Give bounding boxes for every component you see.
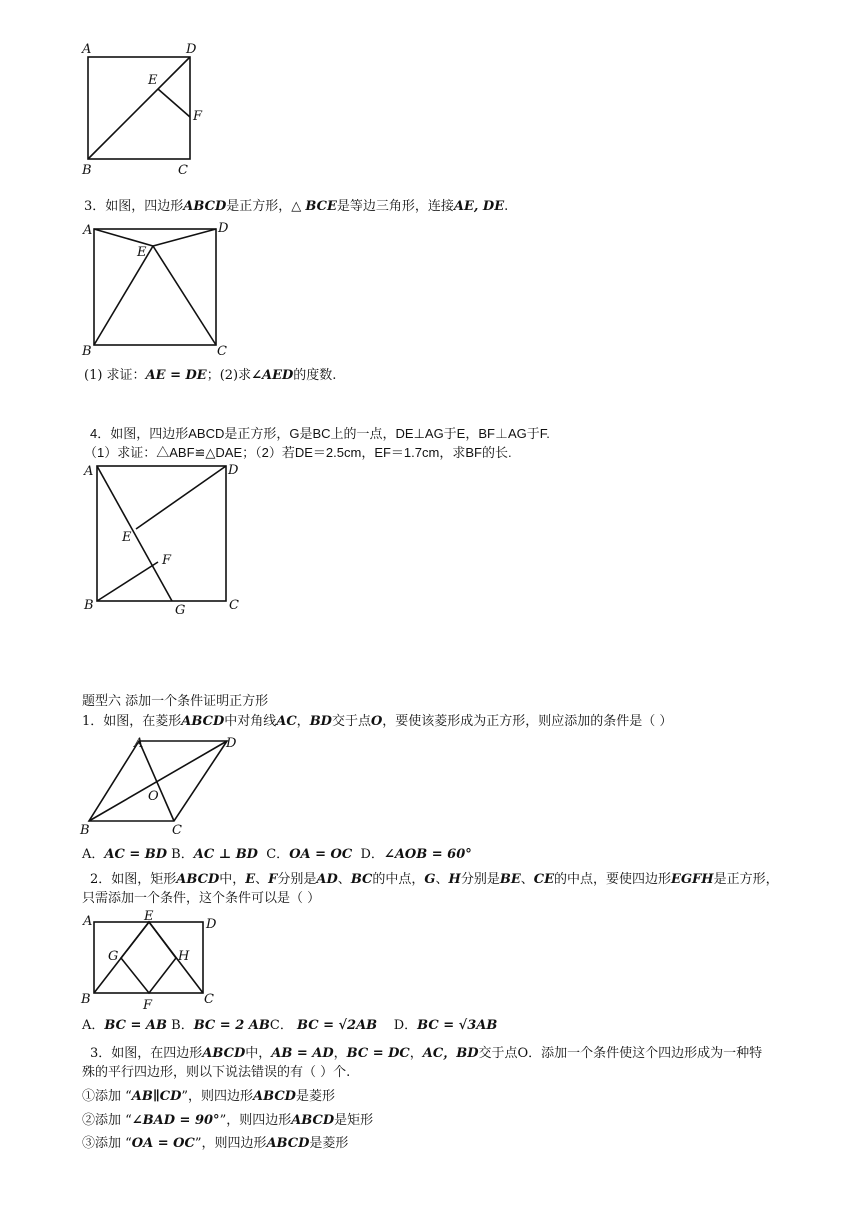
label-D: D xyxy=(228,463,239,478)
q3-stem: 3．如图，四边形ABCD是正方形，△ BCE是等边三角形，连接AE, DE. xyxy=(84,199,509,214)
s6-q3-item1: ①添加 “AB∥CD”，则四边形ABCD是菱形 xyxy=(82,1089,335,1104)
s6-q3-stem-line2: 殊的平行四边形，则以下说法错误的有（ ）个. xyxy=(82,1065,351,1080)
label-G: G xyxy=(108,949,119,964)
label-A: A xyxy=(83,914,93,929)
label-A: A xyxy=(134,736,144,751)
label-D: D xyxy=(218,221,229,236)
s6-q2-stem-line2: 只需添加一个条件，这个条件可以是（ ） xyxy=(82,891,321,906)
label-C: C xyxy=(229,598,239,613)
label-E: E xyxy=(122,530,132,545)
s6-q3-item3: ③添加 “OA = OC”，则四边形ABCD是菱形 xyxy=(82,1136,349,1151)
label-C: C xyxy=(172,823,182,838)
label-A: A xyxy=(84,464,94,479)
label-C: C xyxy=(178,163,188,178)
label-F: F xyxy=(162,553,172,568)
label-E: E xyxy=(137,245,147,260)
label-B: B xyxy=(84,598,94,613)
label-F: F xyxy=(143,998,153,1013)
s6-q1-stem: 1．如图，在菱形ABCD中对角线AC，BD交于点O，要使该菱形成为正方形，则应添加的条件是（ ） xyxy=(82,714,673,729)
s6-q2-options: A．BC = AB B．BC = 2 ABC． BC = √2AB D．BC = √3AB xyxy=(82,1018,498,1033)
label-G: G xyxy=(175,603,186,618)
label-A: A xyxy=(83,223,93,238)
label-B: B xyxy=(82,344,92,359)
s6-q2-stem-line1: 2．如图，矩形ABCD中，E、F分别是AD、BC的中点，G、H分别是BE、CE的中点，要使四边形EGFH是正方形， xyxy=(90,872,779,887)
label-H: H xyxy=(178,949,190,964)
label-B: B xyxy=(80,823,90,838)
label-A: A xyxy=(82,42,92,57)
label-B: B xyxy=(81,992,91,1007)
label-E: E xyxy=(144,909,154,924)
section-title: 题型六 添加一个条件证明正方形 xyxy=(82,694,269,709)
label-E: E xyxy=(148,73,158,88)
label-D: D xyxy=(206,917,217,932)
figure-segment xyxy=(121,922,176,993)
s6-q3-stem-line1: 3．如图，在四边形ABCD中，AB = AD，BC = DC，AC，BD交于点O．添加一个条件使这个四边形成为一种特 xyxy=(90,1046,763,1061)
q4-stem-line2: （1）求证：△ABF≌△DAE；（2）若DE＝2.5cm，EF＝1.7cm，求BF的长. xyxy=(84,445,512,460)
label-F: F xyxy=(193,109,203,124)
label-B: B xyxy=(82,163,92,178)
s6-q3-item2: ②添加 “∠BAD = 90°”，则四边形ABCD是矩形 xyxy=(82,1113,374,1128)
label-D: D xyxy=(226,736,237,751)
label-O: O xyxy=(148,789,159,804)
label-D: D xyxy=(186,42,197,57)
label-C: C xyxy=(217,344,227,359)
s6-q1-options: A．AC = BD B．AC ⊥ BD C．OA = OC D．∠AOB = 60° xyxy=(82,847,472,862)
label-C: C xyxy=(204,992,214,1007)
q3-subquestions: (1) 求证：AE = DE；(2)求∠AED的度数. xyxy=(84,368,337,383)
q4-stem-line1: 4．如图，四边形ABCD是正方形，G是BC上的一点，DE⊥AG于E，BF⊥AG于F. xyxy=(90,426,550,441)
